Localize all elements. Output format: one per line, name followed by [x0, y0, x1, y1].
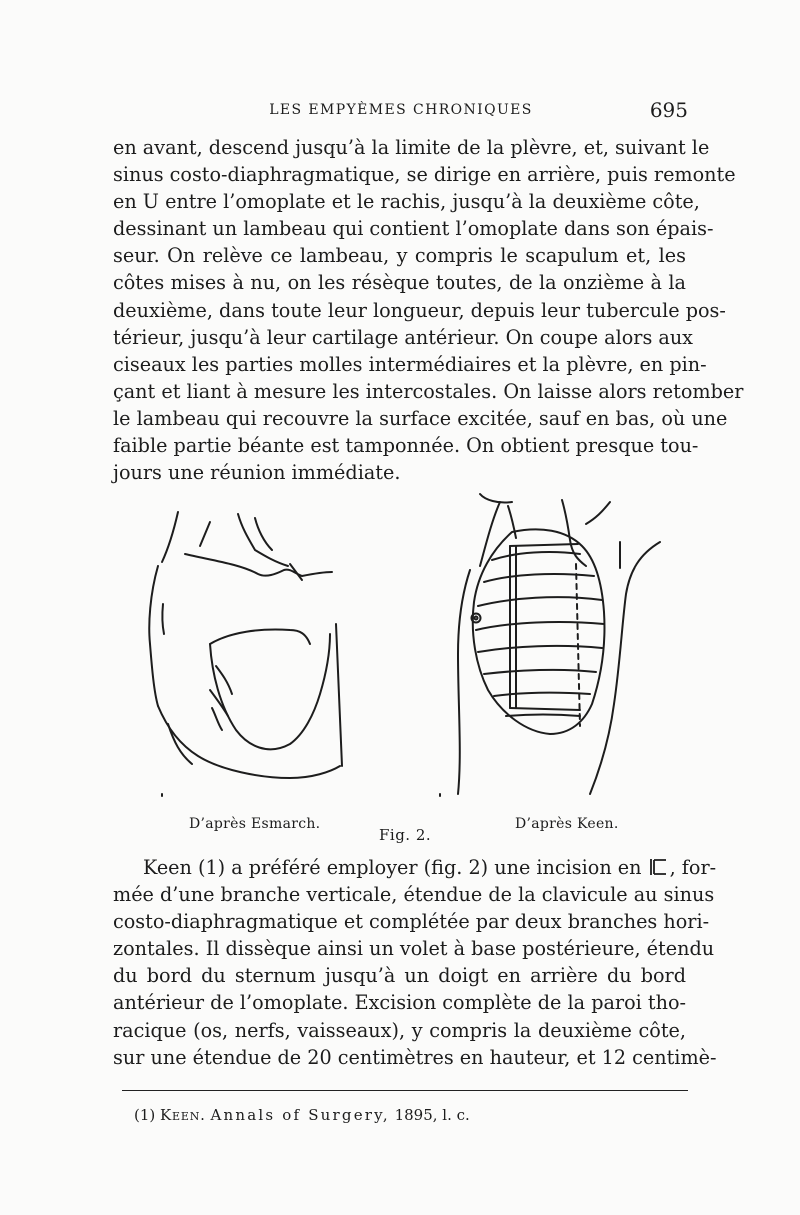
text-line: deuxième, dans toute leur longueur, depuis leur tubercule pos- — [113, 298, 726, 322]
text-line: seur. On relève ce lambeau, y compris le scapulum et, les — [113, 244, 686, 268]
text-line: en U entre l’omoplate et le rachis, jusqu’à la deuxième côte, — [113, 190, 700, 214]
text-line — [113, 854, 717, 881]
figure-illustration — [140, 494, 680, 804]
esmarch-drawing — [149, 512, 342, 796]
text-segment: Keen (1) a préféré employer (fig. 2) une incision en — [143, 856, 642, 879]
text-line: dessinant un lambeau qui contient l’omoplate dans son épais- — [113, 217, 714, 241]
text-line: zontales. Il dissèque ainsi un volet à base postérieure, étendu — [113, 937, 715, 961]
footnote-rule — [122, 1090, 688, 1091]
paragraph-1 — [113, 134, 744, 486]
text-line: mée d’une branche verticale, étendue de la clavicule au sinus — [113, 883, 715, 907]
text-line: sur une étendue de 20 centimètres en hauteur, et 12 centimè- — [113, 1045, 717, 1069]
text-line: en avant, descend jusqu’à la limite de la plèvre, et, suivant le — [113, 136, 710, 159]
paragraph-2 — [113, 854, 717, 1071]
text-line: ciseaux les parties molles intermédiaires et la plèvre, en pin- — [113, 352, 707, 376]
figure-2 — [140, 494, 680, 804]
footnote-journal: Annals of Surgery, — [210, 1106, 390, 1124]
text-line: çant et liant à mesure les intercostales. On laisse alors retomber — [113, 379, 744, 403]
text-line: racique (os, nerfs, vaisseaux), y compris la deuxième côte, — [113, 1018, 686, 1042]
caption-keen: D’après Keen. — [515, 816, 619, 832]
figure-label: Fig. 2. — [379, 826, 432, 844]
keen-drawing — [440, 494, 660, 796]
running-title: LES EMPYÈMES CHRONIQUES — [269, 102, 533, 118]
text-line: côtes mises à nu, on les résèque toutes, de la onzième à la — [113, 271, 686, 295]
text-line: térieur, jusqu’à leur cartilage antérieur. On coupe alors aux — [113, 325, 694, 349]
text-line: le lambeau qui recouvre la surface excitée, sauf en bas, où une — [113, 406, 728, 430]
text-line: sinus costo-diaphragmatique, se dirige en arrière, puis remonte — [113, 163, 736, 187]
text-line: jours une réunion immédiate. — [113, 461, 401, 485]
page-number: 695 — [649, 98, 688, 122]
footnote — [134, 1106, 470, 1124]
footnote-author: Keen. — [160, 1106, 206, 1124]
caption-esmarch: D’après Esmarch. — [189, 816, 321, 832]
incision-bracket-icon — [648, 858, 670, 876]
text-line: costo-diaphragmatique et complétée par deux branches hori- — [113, 910, 710, 934]
footnote-marker: (1) — [134, 1106, 156, 1124]
text-segment: , for- — [669, 856, 717, 879]
text-line: faible partie béante est tamponnée. On obtient presque tou- — [113, 434, 699, 458]
running-head — [110, 100, 692, 124]
footnote-citation: 1895, l. c. — [394, 1106, 470, 1124]
text-line: du bord du sternum jusqu’à un doigt en arrière du bord — [113, 964, 686, 988]
text-line: antérieur de l’omoplate. Excision complète de la paroi tho- — [113, 991, 686, 1015]
